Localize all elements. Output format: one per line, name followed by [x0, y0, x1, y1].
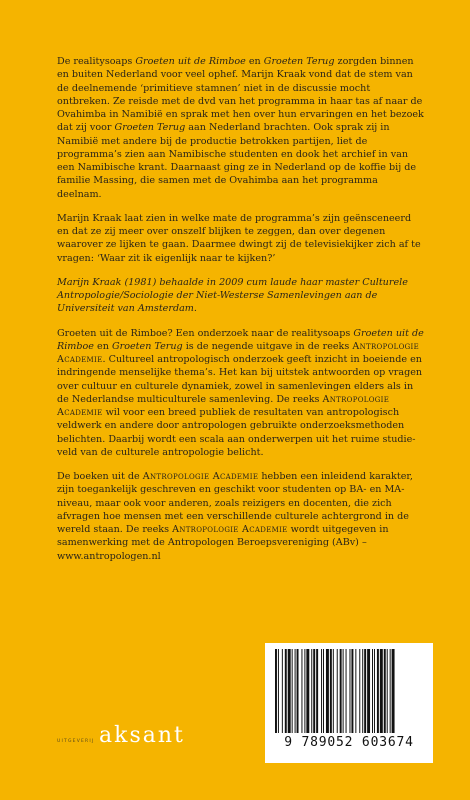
- publisher-name: aksant: [99, 723, 185, 748]
- barcode-bar: [313, 649, 315, 733]
- barcode-digits: 9 789052 603674: [284, 735, 414, 750]
- text-run: De realitysoaps: [57, 56, 136, 67]
- text-run: De boeken uit de: [57, 471, 143, 482]
- text-run: zorgden binnen en buiten Nederland voor veel ophef. Marijn Kraak vond dat de stem van de deelnemende ‘primitieve stamnen’ niet in de discussie mocht ontbreken. Ze reisde met de dvd van het programma in haar tas af naar de Ovahimba in Namibië en sprak met hen over hun ervaringen en het bezoek dat zij voor: [57, 56, 424, 134]
- barcode-bar: [349, 649, 350, 733]
- text-run: Marijn Kraak laat zien in welke mate de programma’s zijn geënsceneerd en dat ze zij meer over onszelf blijken te zeggen, dan over degenen waarover ze lijken te gaan. Daarmee dwingt zij de televisiekijker zich af te vragen: ‘Waar zit ik eigenlijk naar te kijken?’: [57, 212, 421, 264]
- barcode-bar: [326, 649, 329, 733]
- barcode-bar: [362, 649, 363, 733]
- author-bio: Marijn Kraak (1981) behaalde in 2009 cum laude haar master Culturele Antropologie/Sociologie der Niet-Westerse Samenlevingen aan de Universiteit van Amsterdam.: [57, 276, 408, 315]
- paragraph-author-bio: [57, 276, 424, 316]
- barcode-bar: [364, 649, 366, 733]
- show-title: Groeten uit de Rimboe: [135, 56, 246, 67]
- barcode-bar: [343, 649, 344, 733]
- barcode-bar: [367, 649, 370, 733]
- series-name: Antropologie Academie: [57, 340, 419, 365]
- text-run: wordt uitgegeven in samenwerking met de Antropologen Beroepsvereniging (ABv) – www.antropologen.nl: [57, 524, 389, 562]
- text-run: is de negende uitgave in de reeks: [182, 340, 353, 352]
- publisher-sublabel: UITGEVERIJ: [57, 739, 95, 744]
- barcode-bar: [301, 649, 302, 733]
- paragraph-series: [57, 327, 424, 460]
- barcode-bar: [380, 649, 383, 733]
- paragraph-summary: [57, 212, 424, 265]
- barcode-bar: [304, 649, 305, 733]
- barcode-bar: [297, 649, 299, 733]
- barcode-bar: [323, 649, 324, 733]
- barcode-bar: [330, 649, 332, 733]
- paragraph-intro: [57, 55, 424, 201]
- text-run: hebben een inleidend karakter, zijn toegankelijk geschreven en geschikt voor studenten op BA- en MA-niveau, maar ook voor anderen, zoals reizigers en docenten, die zich afvragen hoe mensen met een verschillende culturele achtergrond in de wereld staan. De reeks: [57, 471, 413, 535]
- barcode-bar: [306, 649, 309, 733]
- barcode-bar: [372, 649, 373, 733]
- barcode-bar: [333, 649, 334, 733]
- show-title: Groeten Terug: [263, 56, 335, 67]
- barcode-bar: [282, 649, 283, 733]
- series-name: Antropologie Academie: [57, 393, 390, 418]
- text-run: en: [93, 340, 112, 352]
- barcode-bar: [359, 649, 360, 733]
- show-title: Groeten Terug: [114, 122, 186, 134]
- barcode-bar: [288, 649, 291, 733]
- paragraph-audience: [57, 470, 424, 563]
- text-run: . Cultureel antropologisch onderzoek geeft inzicht in boeiende en indringende menselijke thema’s. Het kan bij uitstek antwoorden op vragen over cultuur en culturele dynamiek, zowel in samenlevingen elders als in de Nederlandse multiculturele samenleving. De reeks: [57, 354, 423, 405]
- barcode-bar: [278, 649, 279, 733]
- barcode-bar: [337, 649, 338, 733]
- barcode-bar: [321, 649, 322, 733]
- barcode-bar: [377, 649, 379, 733]
- barcode-bar: [275, 649, 277, 733]
- show-title: Groeten uit de Rimboe: [57, 327, 424, 352]
- barcode-bar: [392, 649, 395, 733]
- barcode-bar: [387, 649, 388, 733]
- barcode-bar: [374, 649, 375, 733]
- barcode-bar: [384, 649, 386, 733]
- text-run: aan Nederland brachten. Ook sprak zij in Namibië met andere bij de productie betrokken partijen, liet de programma’s zien aan Namibische studenten en dook het archief in van een Namibische krant. Daarnaast ging ze in Nederland op de koffie bij de familie Massing, die samen met de Ovahimba aan het programma deelnam.: [57, 122, 417, 200]
- text-run: en: [245, 56, 264, 67]
- barcode-bar: [295, 649, 296, 733]
- barcode-bar: [316, 649, 318, 733]
- barcode-bar: [311, 649, 312, 733]
- barcode-bar: [292, 649, 293, 733]
- blurb-text: [57, 55, 424, 574]
- isbn-barcode: [265, 643, 433, 763]
- show-title: Groeten Terug: [111, 340, 183, 352]
- series-name: Antropologie Academie: [142, 471, 259, 482]
- barcode-bar: [390, 649, 391, 733]
- barcode-bar: [355, 649, 356, 733]
- text-run: wil voor een breed publiek de resultaten van antropologisch veldwerk en andere door antropologen gebruikte onderzoeksmethoden belichten. Daarbij wordt een scala aan onderwerpen uit het ruime studie-veld van de culturele antropologie belicht.: [57, 407, 416, 458]
- barcode-bar: [351, 649, 353, 733]
- barcode-bar: [346, 649, 347, 733]
- text-run: Groeten uit de Rimboe? Een onderzoek naar de realitysoaps: [57, 327, 354, 339]
- barcode-bar: [340, 649, 342, 733]
- barcode-bars: [275, 649, 423, 733]
- series-name: Antropologie Academie: [172, 524, 288, 535]
- barcode-bar: [285, 649, 287, 733]
